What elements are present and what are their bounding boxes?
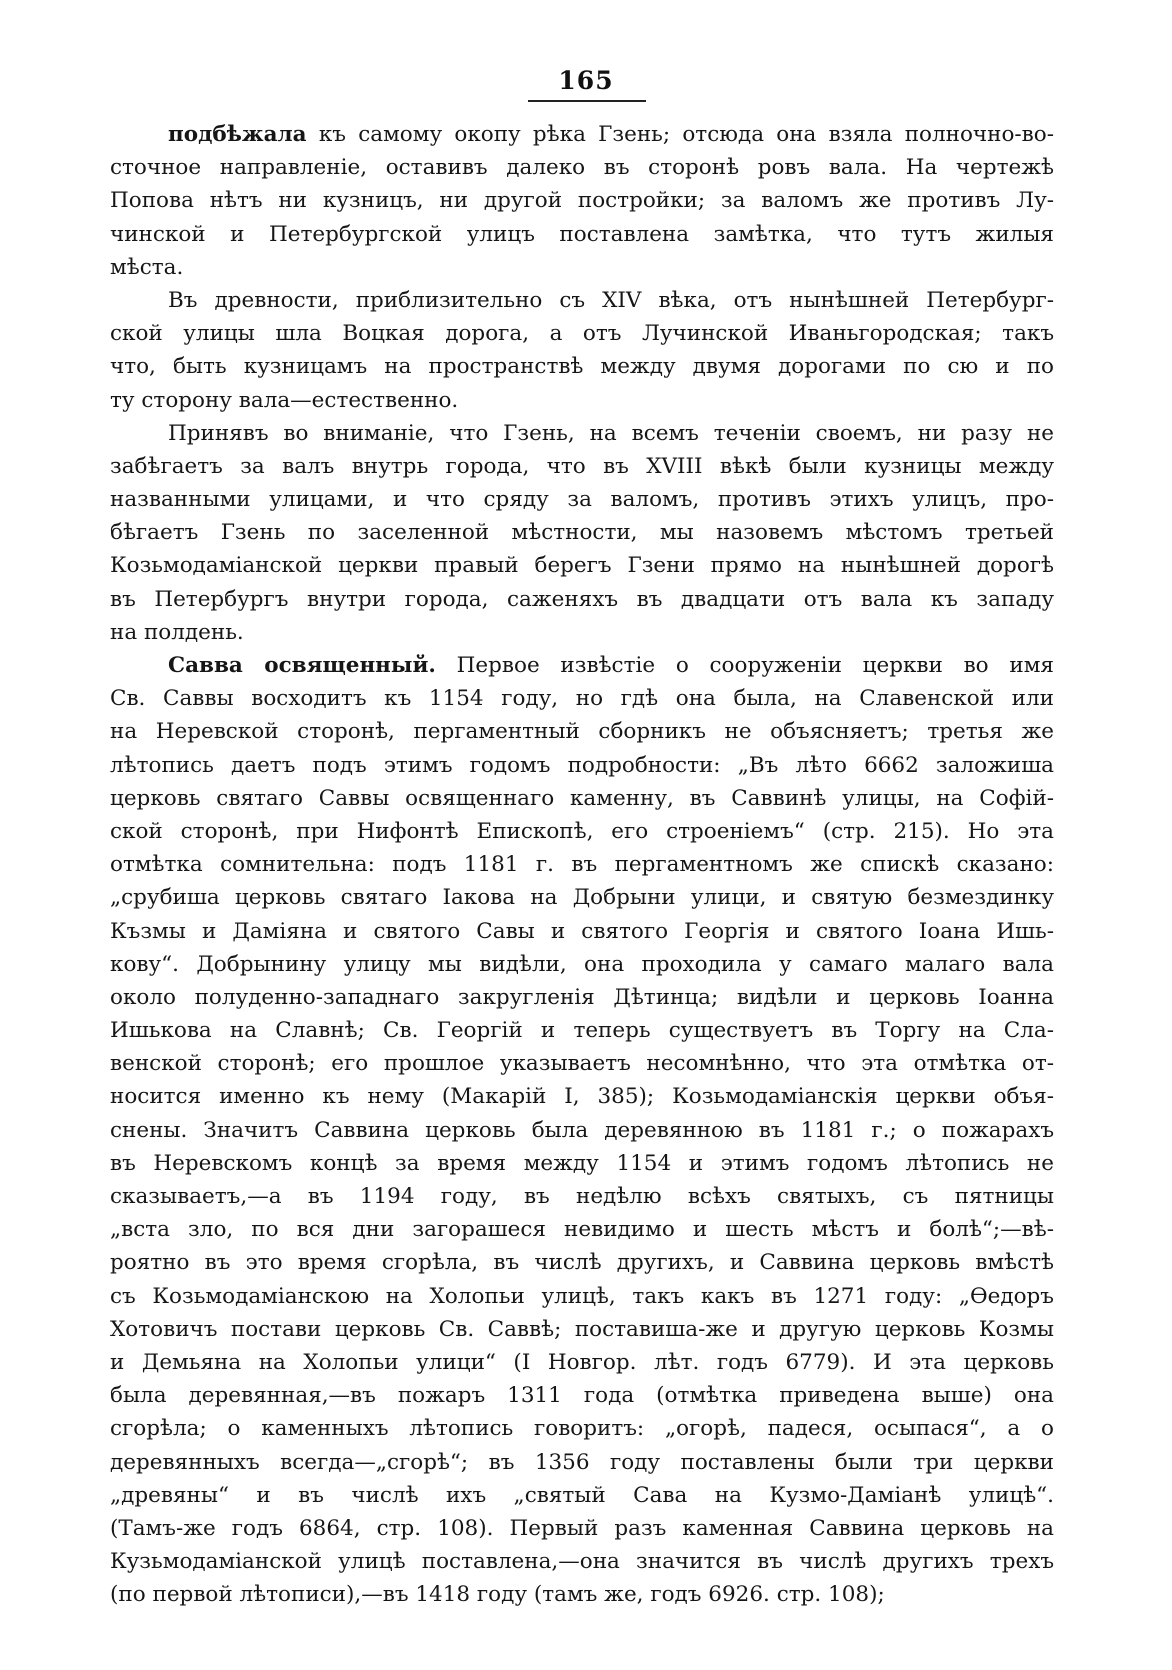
- text-run: сгорѣла; о каменныхъ лѣтопись говоритъ: „огорѣ, падеся, осыпася“, а о: [110, 1416, 1054, 1442]
- text-line: [110, 715, 1054, 748]
- text-run: сказываетъ,—а въ 1194 году, въ недѣлю всѣхъ святыхъ, съ пятницы: [110, 1184, 1054, 1209]
- text-line: [110, 881, 1054, 914]
- text-line: [110, 251, 1054, 284]
- text-run: ской улицы шла Воцкая дорога, а отъ Лучинской Иваньгородская; такъ: [110, 321, 1054, 347]
- text-line: [110, 549, 1054, 582]
- text-line: [110, 1512, 1054, 1545]
- text-run: „древяны“ и въ числѣ ихъ „святый Сава на Кузмо-Даміанѣ улицѣ“.: [110, 1482, 1054, 1508]
- text-line: [110, 317, 1054, 350]
- text-line: [110, 350, 1054, 383]
- text-run: съ Козьмодаміанскою на Холопьи улицѣ, такъ какъ въ 1271 году: „Ѳедоръ: [110, 1283, 1054, 1309]
- text-line: [110, 682, 1054, 715]
- text-line: [110, 1479, 1054, 1512]
- text-line: [110, 218, 1054, 251]
- text-line: [110, 782, 1054, 815]
- text-line: [110, 417, 1054, 450]
- text-line: [110, 516, 1054, 549]
- text-run: отмѣтка сомнительна: подъ 1181 г. въ пергаментномъ же спискѣ сказано:: [110, 852, 1054, 878]
- text-line: [110, 981, 1054, 1014]
- text-run: (по первой лѣтописи),—въ 1418 году (тамъ же, годъ 6926. стр. 108);: [110, 1582, 885, 1608]
- text-line: [110, 749, 1054, 782]
- text-line: [110, 1379, 1054, 1412]
- text-run: Хотовичъ постави церковь Св. Саввѣ; поставиша-же и другую церковь Козмы: [110, 1316, 1054, 1342]
- text-run: деревянныхъ всегда—„сгорѣ“; въ 1356 году поставлены были три церкви: [110, 1449, 1054, 1475]
- text-line: [110, 1412, 1054, 1445]
- text-line: [110, 1545, 1054, 1578]
- text-run: названными улицами, и что сряду за валомъ, противъ этихъ улицъ, про-: [110, 487, 1054, 513]
- text-run: Ишькова на Славнѣ; Св. Георгій и теперь существуетъ въ Торгу на Сла-: [110, 1018, 1054, 1044]
- text-run: церковь святаго Саввы освященнаго каменну, въ Саввинѣ улицы, на Софій-: [110, 785, 1054, 811]
- text-run: венской сторонѣ; его прошлое указываетъ несомнѣнно, что эта отмѣтка от-: [110, 1051, 1054, 1077]
- text-run: кову“. Добрынину улицу мы видѣли, она проходила у самаго малаго вала: [110, 951, 1054, 977]
- text-line: [110, 450, 1054, 483]
- text-run: Принявъ во вниманіе, что Гзень, на всемъ теченіи своемъ, ни разу не: [168, 420, 1054, 446]
- bold-text-run: подбѣжала: [168, 122, 307, 147]
- text-line: [110, 1313, 1054, 1346]
- text-line: [110, 1047, 1054, 1080]
- text-run: Въ древности, приблизительно съ XIV вѣка, отъ нынѣшней Петербург-: [168, 287, 1054, 313]
- page-number-rule: [528, 100, 646, 102]
- text-line: [110, 1114, 1054, 1147]
- text-line: [110, 1446, 1054, 1479]
- text-line: [110, 1213, 1054, 1246]
- text-run: „срубиша церковь святаго Іакова на Добрыни улици, и святую безмездинку: [110, 885, 1054, 911]
- bold-text-run: Савва освященный.: [168, 653, 436, 678]
- text-run: Св. Саввы восходитъ къ 1154 году, но гдѣ она была, на Славенской или: [110, 686, 1054, 712]
- text-run: Къзмы и Даміяна и святого Савы и святого Георгія и святого Іоана Ишь-: [110, 918, 1054, 944]
- text-run: забѣгаетъ за валъ внутрь города, что въ XVIII вѣкѣ были кузницы между: [110, 453, 1054, 479]
- text-run: носится именно къ нему (Макарій I, 385); Козьмодаміанскія церкви объя-: [110, 1084, 1054, 1110]
- text-run: „вста зло, по вся дни загорашеся невидимо и шесть мѣстъ и болѣ“;—вѣ-: [110, 1217, 1054, 1243]
- text-line: [110, 1246, 1054, 1279]
- text-run: была деревянная,—въ пожаръ 1311 года (отмѣтка приведена выше) она: [110, 1383, 1054, 1409]
- text-line: [110, 151, 1054, 184]
- text-line: [110, 848, 1054, 881]
- text-line: [110, 616, 1054, 649]
- text-run: Первое извѣстіе о сооруженіи церкви во имя: [435, 653, 1054, 678]
- text-line: [110, 649, 1054, 682]
- text-run: Кузьмодаміанской улицѣ поставлена,—она значится въ числѣ другихъ трехъ: [110, 1549, 1054, 1575]
- text-run: на Неревской сторонѣ, пергаментный сборникъ не объясняетъ; третья же: [110, 719, 1054, 745]
- text-run: на полдень.: [110, 619, 244, 645]
- text-line: [110, 118, 1054, 151]
- text-line: [110, 1578, 1054, 1611]
- text-line: [110, 1147, 1054, 1180]
- text-run: сточное направленіе, оставивъ далеко въ сторонѣ ровъ вала. На чертежѣ: [110, 155, 1054, 181]
- text-run: (Тамъ-же годъ 6864, стр. 108). Первый разъ каменная Саввина церковь на: [110, 1515, 1054, 1541]
- text-line: [110, 1346, 1054, 1379]
- text-line: [110, 1080, 1054, 1113]
- text-run: Козьмодаміанской церкви правый берегъ Гзени прямо на нынѣшней дорогѣ: [110, 553, 1054, 579]
- text-run: мѣста.: [110, 254, 184, 280]
- page-number: 165: [558, 66, 614, 95]
- body-text: [110, 118, 1054, 1611]
- text-run: ской сторонѣ, при Нифонтѣ Епископѣ, его строеніемъ“ (стр. 215). Но эта: [110, 818, 1054, 844]
- text-run: ту сторону вала—естественно.: [110, 387, 459, 413]
- text-line: [110, 184, 1054, 217]
- text-line: [110, 1180, 1054, 1213]
- text-line: [110, 915, 1054, 948]
- text-run: роятно въ это время сгорѣла, въ числѣ другихъ, и Саввина церковь вмѣстѣ: [110, 1250, 1054, 1276]
- text-line: [110, 1014, 1054, 1047]
- text-run: около полуденно-западнаго закругленія Дѣтинца; видѣли и церковь Іоанна: [110, 984, 1054, 1010]
- text-line: [110, 815, 1054, 848]
- text-line: [110, 483, 1054, 516]
- text-run: къ самому окопу рѣка Гзень; отсюда она взяла полночно-во-: [306, 122, 1054, 147]
- text-run: въ Петербургъ внутри города, саженяхъ въ двадцати отъ вала къ западу: [110, 586, 1054, 612]
- text-line: [110, 384, 1054, 417]
- text-line: [110, 583, 1054, 616]
- text-run: и Демьяна на Холопьи улици“ (I Новгор. лѣт. годъ 6779). И эта церковь: [110, 1349, 1054, 1375]
- text-line: [110, 1280, 1054, 1313]
- text-run: бѣгаетъ Гзень по заселенной мѣстности, мы назовемъ мѣстомъ третьей: [110, 520, 1054, 546]
- text-run: Попова нѣтъ ни кузницъ, ни другой постройки; за валомъ же противъ Лу-: [110, 188, 1054, 214]
- text-run: въ Неревскомъ концѣ за время между 1154 и этимъ годомъ лѣтопись не: [110, 1150, 1054, 1176]
- text-run: снены. Значитъ Саввина церковь была деревянною въ 1181 г.; о пожарахъ: [110, 1117, 1054, 1143]
- text-line: [110, 948, 1054, 981]
- text-run: лѣтопись даетъ подъ этимъ годомъ подробности: „Въ лѣто 6662 заложиша: [110, 752, 1054, 778]
- text-run: что, быть кузницамъ на пространствѣ между двумя дорогами по сю и по: [110, 354, 1054, 380]
- text-line: [110, 284, 1054, 317]
- text-run: чинской и Петербургской улицъ поставлена замѣтка, что тутъ жилыя: [110, 221, 1054, 247]
